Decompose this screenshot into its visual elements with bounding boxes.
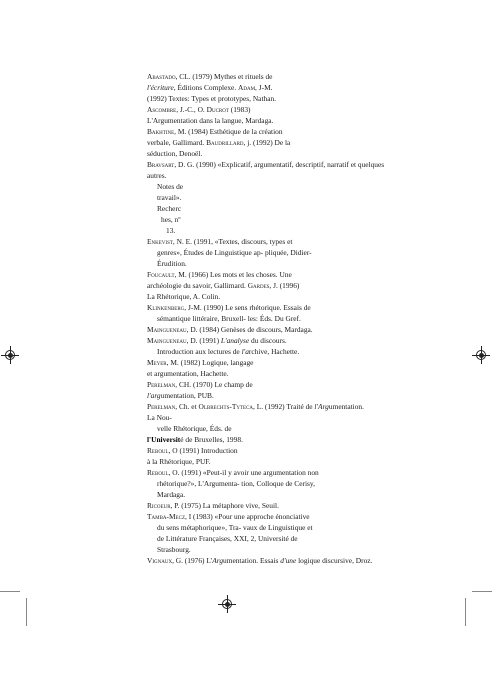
- bibliography-line: [147, 302, 427, 313]
- text-run: , J.-C., O.: [176, 105, 207, 114]
- bibliography-line: [147, 500, 427, 511]
- bibliography-line: [147, 280, 427, 291]
- text-run: 13.: [166, 226, 176, 235]
- text-run: Bakhtine: [147, 127, 175, 136]
- text-run: l'arg: [147, 391, 161, 400]
- text-run: Meyer: [147, 358, 167, 367]
- text-run: Ricoeur: [147, 501, 171, 510]
- text-run: , P. (1975) La métaphore vive, Seuil.: [170, 501, 279, 510]
- text-run: , M. (1966) Les mots et les choses. Une: [174, 270, 292, 279]
- text-run: et argumentation, Hachette.: [147, 369, 229, 378]
- text-run: Notes de: [157, 182, 184, 191]
- text-run: Perelman: [147, 402, 176, 411]
- bibliography-line: [147, 137, 427, 148]
- bibliography-line: [147, 159, 427, 170]
- text-run: rhétorique?», L'Argumenta- tion, Colloque de Cerisy,: [157, 479, 315, 488]
- text-run: l'Arg: [314, 402, 329, 411]
- bibliography-line: [147, 478, 427, 489]
- bibliography-line: [147, 357, 427, 368]
- text-run: de Littérature Françaises, XXI, 2, Université de: [157, 534, 298, 543]
- text-run: , J-M. (1990) Le sens rhétorique. Essais de: [184, 303, 311, 312]
- bibliography-line: [147, 181, 427, 192]
- bibliography-line: [147, 533, 427, 544]
- text-run: l'écriture: [147, 83, 174, 92]
- text-run: Ducrot: [206, 105, 229, 114]
- text-run: L'analyse: [220, 336, 250, 345]
- text-run: , M. (1984) Esthétique de la création: [174, 127, 283, 136]
- text-run: l'a: [241, 347, 249, 356]
- text-run: archéologie du savoir, Gallimard.: [147, 281, 248, 290]
- bibliography-line: [147, 423, 427, 434]
- text-run: Baudrillard: [206, 138, 244, 147]
- text-run: é de Bruxelles, 1998.: [180, 435, 243, 444]
- text-run: Gardes: [247, 281, 270, 290]
- bibliography-line: [147, 390, 427, 401]
- bibliography-line: [147, 544, 427, 555]
- crop-mark: [465, 598, 466, 626]
- text-run: Maingueneau: [147, 336, 187, 345]
- text-run: logique discursive, Droz.: [296, 556, 373, 565]
- bibliography-line: [147, 511, 427, 522]
- crop-mark: [472, 591, 492, 592]
- text-run: (1983): [228, 105, 251, 114]
- text-run: , M. (1982) Logique, langage: [166, 358, 254, 367]
- text-run: du sens métaphorique», Tra- vaux de Linguistique et: [157, 523, 313, 532]
- bibliography-line: [147, 115, 427, 126]
- text-run: , j. (1992) De la: [243, 138, 291, 147]
- text-run: Tamba-Mecz: [147, 512, 185, 521]
- text-run: Foucault: [147, 270, 175, 279]
- bibliography-line: [147, 379, 427, 390]
- text-run: Érudition.: [157, 259, 187, 268]
- bibliography-line: [147, 93, 427, 104]
- bibliography-line: [147, 236, 427, 247]
- bibliography-line: [147, 522, 427, 533]
- bibliography-line: [147, 412, 427, 423]
- registration-mark-icon: [221, 598, 233, 610]
- bibliography-line: [147, 555, 427, 566]
- crop-mark: [26, 598, 27, 626]
- text-run: Maingueneau: [147, 325, 187, 334]
- registration-mark-icon: [475, 349, 487, 361]
- text-run: rchive, Hachette.: [248, 347, 300, 356]
- text-run: Perelman: [147, 380, 176, 389]
- text-run: à la Rhétorique, PUF.: [147, 457, 211, 466]
- text-run: La Rhétorique, A. Colin.: [147, 292, 221, 301]
- text-run: Ascombre: [147, 105, 177, 114]
- text-run: , O. (1991) «Peut-il y avoir une argumentation non: [168, 468, 319, 477]
- text-run: La Nou-: [147, 413, 172, 422]
- bibliography-line: [147, 225, 427, 236]
- text-run: , CH. (1970) Le champ de: [175, 380, 253, 389]
- bibliography-line: [147, 489, 427, 500]
- text-run: , N. E. (1991, «Textes, discours, types et: [172, 237, 293, 246]
- text-run: Reboul: [147, 446, 169, 455]
- text-run: séduction, Denoël.: [147, 149, 203, 158]
- text-run: Enkevist: [147, 237, 173, 246]
- text-run: verbale, Gallimard.: [147, 138, 207, 147]
- bibliography-line: [147, 203, 427, 214]
- text-run: , O (1991) Introduction: [168, 446, 238, 455]
- text-run: , Éditions Complexe.: [173, 83, 239, 92]
- text-run: Mardaga.: [157, 490, 186, 499]
- text-run: autres.: [147, 171, 167, 180]
- text-run: Strasbourg.: [157, 545, 191, 554]
- bibliography-line: [147, 467, 427, 478]
- bibliography-line: [147, 269, 427, 280]
- bibliography-line: [147, 313, 427, 324]
- text-run: Klinkenberg: [147, 303, 185, 312]
- crop-mark: [0, 591, 20, 592]
- bibliography-line: [147, 71, 427, 82]
- text-run: Adam: [238, 83, 256, 92]
- bibliography-line: [147, 148, 427, 159]
- text-run: , I (1983) «Pour une approche énonciative: [185, 512, 310, 521]
- bibliography-line: [147, 324, 427, 335]
- text-run: Recherc: [157, 204, 182, 213]
- bibliography-line: [147, 346, 427, 357]
- text-run: Vignaux: [147, 556, 173, 565]
- text-run: , CL. (1979) Mythes et rituels de: [175, 72, 273, 81]
- bibliography-line: [147, 368, 427, 379]
- bibliography-line: [147, 335, 427, 346]
- text-run: , D. (1991): [186, 336, 221, 345]
- bibliography-line: [147, 82, 427, 93]
- bibliography-line: [147, 247, 427, 258]
- bibliography-line: [147, 214, 427, 225]
- text-run: (1992) Textes: Types et prototypes, Nathan.: [147, 94, 277, 103]
- bibliography-line: [147, 291, 427, 302]
- text-run: travail».: [157, 193, 182, 202]
- text-run: , D. G. (1990) «Explicatif, argumentatif, descriptif, narratif et quelques: [174, 160, 385, 169]
- text-run: Olbrechts-Tyteca: [198, 402, 254, 411]
- text-run: l'Universit: [147, 435, 181, 444]
- bibliography-line: [147, 445, 427, 456]
- text-run: d'une: [280, 556, 297, 565]
- text-run: hes, nº: [161, 215, 181, 224]
- registration-mark-icon: [4, 349, 16, 361]
- text-run: du discours.: [249, 336, 287, 345]
- text-run: , J. (1996): [269, 281, 300, 290]
- text-run: Introduction aux lectures de: [157, 347, 242, 356]
- text-run: L'Argumentation dans la langue, Mardaga.: [147, 116, 274, 125]
- text-run: velle Rhétorique, Éds. de: [157, 424, 232, 433]
- text-run: Arg: [212, 556, 224, 565]
- bibliography-line: [147, 170, 427, 181]
- text-run: Abastado: [147, 72, 176, 81]
- bibliography-list: [147, 71, 427, 566]
- bibliography-line: [147, 126, 427, 137]
- text-run: , Ch. et: [175, 402, 199, 411]
- bibliography-line: [147, 456, 427, 467]
- bibliography-line: [147, 434, 427, 445]
- text-run: Bravsart: [147, 160, 175, 169]
- text-run: genres», Études de Linguistique ap- pliquée, Didier-: [157, 248, 312, 257]
- text-run: umentation, PUB.: [160, 391, 214, 400]
- bibliography-line: [147, 104, 427, 115]
- text-run: , D. (1984) Genèses de discours, Mardaga.: [186, 325, 313, 334]
- text-run: sémantique littéraire, Bruxell- les: Éds. Du Gref.: [157, 314, 301, 323]
- bibliography-line: [147, 258, 427, 269]
- text-run: umentation. Essais: [223, 556, 281, 565]
- text-run: Reboul: [147, 468, 169, 477]
- bibliography-line: [147, 401, 427, 412]
- text-run: , J-M.: [255, 83, 273, 92]
- text-run: , L. (1992) Traité de: [253, 402, 315, 411]
- text-run: umentation.: [328, 402, 364, 411]
- text-run: , G. (1976) L': [172, 556, 213, 565]
- bibliography-line: [147, 192, 427, 203]
